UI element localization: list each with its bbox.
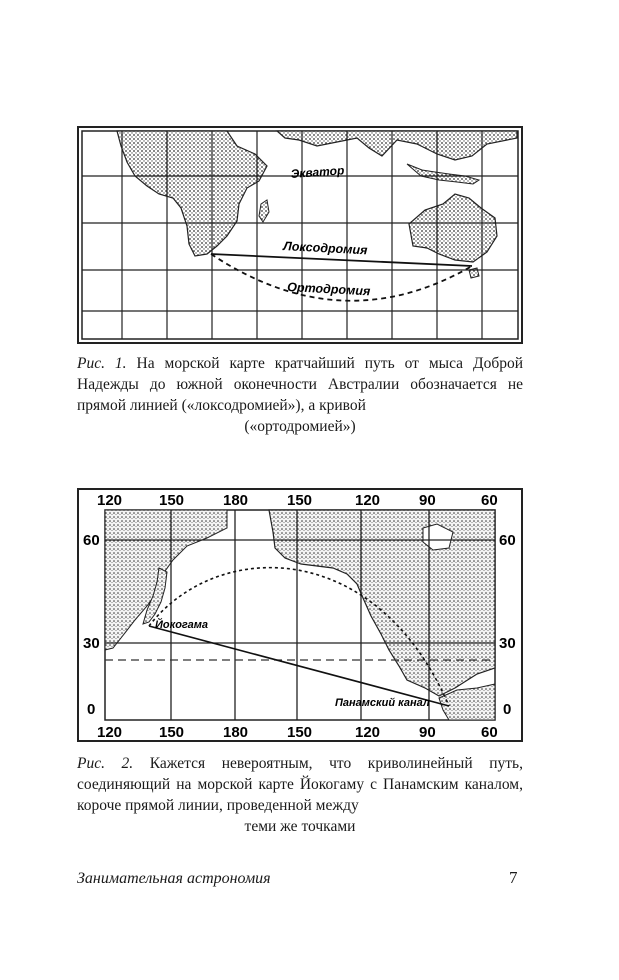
figure-2-caption (77, 753, 523, 837)
top-tick: 180 (223, 492, 249, 509)
top-tick: 60 (481, 492, 498, 509)
left-tick: 0 (87, 701, 96, 718)
bottom-tick: 60 (481, 724, 498, 741)
equator-label: Экватор (290, 163, 345, 181)
left-latitude-ticks (83, 532, 100, 718)
panama-label: Панамский канал (335, 697, 430, 709)
figure-1-svg (77, 126, 523, 344)
bottom-tick: 150 (287, 724, 313, 741)
asia-landmass (277, 131, 517, 160)
orthodrome-label: Ортодромия (286, 280, 371, 299)
left-tick: 30 (83, 635, 100, 652)
figure-1-caption-prefix: Рис. 1. (77, 355, 127, 372)
figure-1-map (77, 126, 523, 344)
figure-2-caption-last-line: теми же точками (244, 818, 356, 835)
bottom-tick: 120 (97, 724, 123, 741)
right-tick: 60 (499, 532, 516, 549)
top-tick: 150 (159, 492, 185, 509)
page-number: 7 (509, 868, 518, 887)
yokohama-label: Йокогама (155, 619, 209, 631)
loxodrome-label: Локсодромия (282, 239, 368, 258)
top-tick: 120 (97, 492, 123, 509)
top-longitude-ticks (97, 492, 498, 509)
top-tick: 90 (419, 492, 436, 509)
figure-1-caption (77, 353, 523, 437)
bottom-tick: 120 (355, 724, 381, 741)
left-tick: 60 (83, 532, 100, 549)
running-footer-title: Занимательная астрономия (77, 870, 271, 887)
bottom-tick: 150 (159, 724, 185, 741)
top-tick: 150 (287, 492, 313, 509)
bottom-tick: 180 (223, 724, 249, 741)
africa-landmass (117, 131, 267, 256)
top-tick: 120 (355, 492, 381, 509)
figure-2-svg (77, 488, 523, 742)
bottom-longitude-ticks (97, 724, 498, 741)
indonesia-islands (407, 164, 479, 184)
right-latitude-ticks (499, 532, 516, 718)
figure-2-caption-prefix: Рис. 2. (77, 755, 134, 772)
right-tick: 0 (503, 701, 512, 718)
madagascar-landmass (259, 200, 269, 222)
figure-1-caption-last-line: («ортодромией») (244, 418, 356, 435)
australia-landmass (409, 194, 497, 262)
right-tick: 30 (499, 635, 516, 652)
figure-2-map (77, 488, 523, 742)
figure-1-caption-text: На морской карте кратчайший путь от мыса Доброй Надежды до южной оконечности Австралии обозначается не прямой линией («локсодромией»), а кривой (77, 355, 523, 414)
figure-2-caption-text: Кажется невероятным, что криволинейный путь, соединяющий на морской карте Йокогаму с Панамским каналом, короче прямой линии, проведенной между (77, 755, 523, 814)
bottom-tick: 90 (419, 724, 436, 741)
